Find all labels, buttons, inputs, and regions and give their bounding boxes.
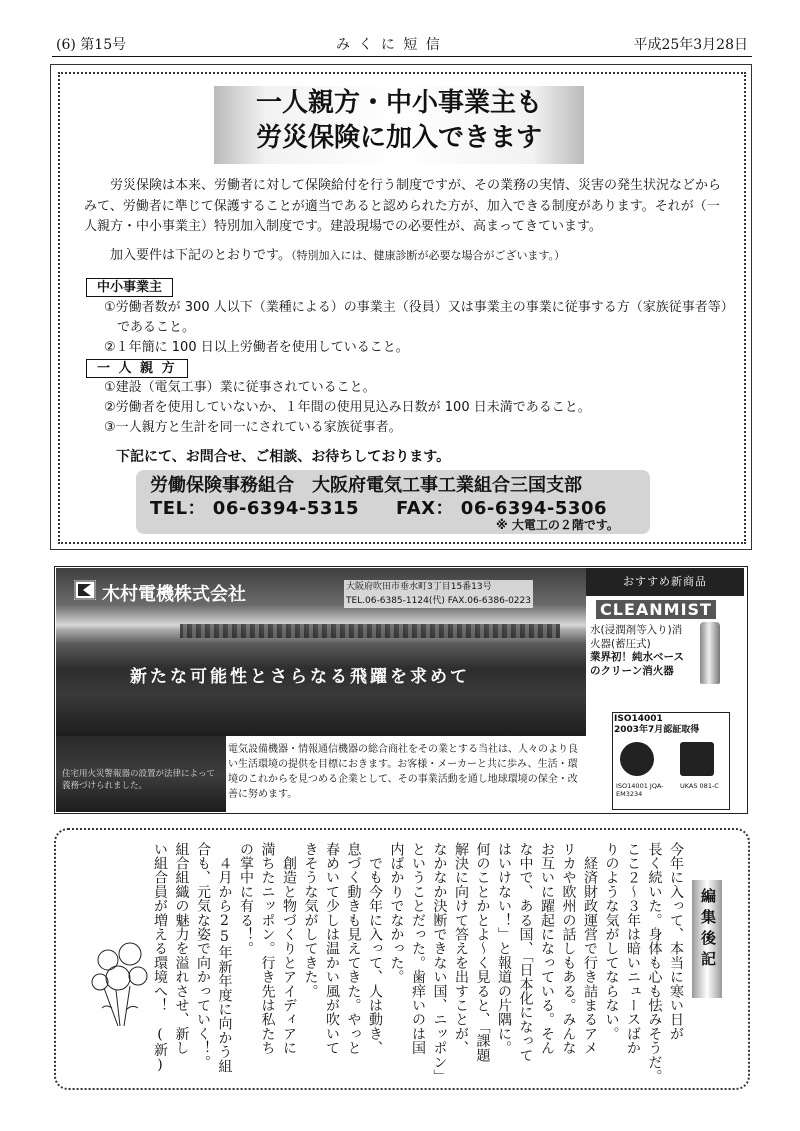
editorial-column: 組合組織の魅力を溢れさせ、新し [173,842,190,1055]
editorial-column: ４月から25年新年度に向かう組 [216,842,233,1074]
editorial-column: リカや欧州の話しもある。みんな [560,842,577,1055]
editorial-column: ということだった。歯痒いのは国 [410,842,426,1055]
oyakata-item-2: ②労働者を使用していないか、１年間の使用見込み日数が 100 日未満であること。 [104,400,591,415]
product-name: 水(浸潤剤等入り)消火器(蓄圧式) [590,624,683,650]
health-check-note: （特別加入には、健康診断が必要な場合がございます。） [290,249,566,262]
notice-title-panel [214,86,584,164]
company-name: 木村電機株式会社 [102,584,246,605]
issue-date: 平成25年3月28日 [633,37,748,53]
editorial-column: 解決に向けて答えを出すことが、 [453,842,469,1055]
editorial-column: でも今年に入って、人は動き、 [367,842,383,1055]
notice-title-line1: 一人親方・中小事業主も [255,88,542,118]
contact-lead: 下記にて、お問合せ、ご相談、お待ちしております。 [116,449,451,465]
recommended-product-label: おすすめ新商品 [586,568,744,596]
page-number: (6) 第15号 [56,37,127,53]
company-description: 電気設備機器・情報通信機器の総合商社をその業とする当社は、人々のより良い生活環境の提供を目標におきます。お客様・メーカーと共に歩み、生活・環境のこれからを見つめる企業として、その事業活動を通し地球環境の保全・改善に努めます。 [228,744,578,800]
company-address: 大阪府吹田市垂水町3丁目15番13号 [346,582,492,592]
product-text [590,624,690,678]
jqa-seal-icon [620,742,654,776]
editorial-column: 満ちたニッポン。行き先は私たち [259,842,276,1055]
sme-label: 中小事業主 [86,278,173,297]
editorial-column: りのような気がしてならない。 [603,842,620,1041]
contact-organization: 労働保険事務組合 大阪府電気工事工業組合三国支部 [150,475,582,496]
editorial-column: なかなか決断できない国、ニッポン」 [431,842,448,1084]
sme-item-2: ②１年簡に 100 日以上労働者を使用していること。 [104,340,409,355]
editorial-column: 内ばかりでなかった。 [388,842,405,984]
palm-trees-shape [180,624,560,638]
newsletter-name: み く に 短 信 [336,37,442,53]
editorial-column: 息づく動きも見えてきた。やっと [345,842,362,1055]
notice-title-line2: 労災保険に加入できます [255,123,542,153]
product-tagline: 業界初！純水ベースのクリーン消火器 [590,651,684,677]
oyakata-item-3: ③一人親方と生計を同一にされている家族従事者。 [104,420,402,435]
editorial-column: な中で、ある国、「日本化になって [517,842,534,1063]
requirements-intro: 加入要件は下記のとおりです。 [110,248,291,263]
editorial-column: 合も、元気な姿で向かっていく！。 [195,842,211,1070]
ad-photo-caption: 住宅用火災警報器の設置が法律によって義務づけられました。 [62,769,216,791]
editorial-column: ここ２〜３年は暗いニュースばか [625,842,641,1055]
editorial-column: 創造と物づくりとアイディアに [281,842,297,1055]
iso-date: 2003年7月認証取得 [614,725,700,735]
editorial-column: 春めいて少しは温かい風が吹いて [324,842,340,1055]
notice-paragraph-2 [84,246,724,267]
contact-location-note: ※ 大電工の２階です。 [496,518,619,532]
contact-phone-fax: TEL： 06-6394-5315 FAX： 06-6394-5306 [150,498,607,519]
product-brand: CLEANMIST [596,600,716,619]
editorial-column: の掌中に有る！。 [238,842,254,956]
iso-heading [614,714,699,736]
iso-right-mark: UKAS 081-C [680,782,719,790]
notice-paragraph-1: 労災保険は本来、労働者に対して保険給付を行う制度ですが、その業務の実情、災害の発生状況などからみて、労働者に準じて保護することが適当であると認められた方が、加入できる制度があります。それが（一人親方・中小事業主）特別加入制度です。建設現場での必要性が、高まってきています。 [84,178,722,234]
sme-item-1: ①労働者数が 300 人以下（業種による）の事業主（役員）又は事業主の事業に従事する方（家族従事者等）であること。 [104,300,734,335]
header-rule [52,56,752,57]
iso-left-mark: ISO14001 JQA-EM3234 [616,782,664,798]
company-phone: TEL.06-6385-1124(代) FAX.06-6386-0223 [346,596,531,606]
ukas-crown-icon [680,742,714,776]
ad-slogan: 新たな可能性とさらなる飛躍を求めて [130,667,470,687]
oyakata-label: 一 人 親 方 [86,359,188,378]
iso-title: ISO14001 [614,714,663,724]
editorial-column: 長く続いた。身体も心も怯みそうだ。 [646,842,663,1084]
editorial-title: 編集後記 [699,888,717,972]
company-contact [344,580,533,608]
editorial-column: 何のことかとよ〜く見ると、「課題 [474,842,491,1063]
company-logo-icon [74,580,96,600]
editorial-column: お互いに躍起になっている。そん [539,842,555,1055]
fire-extinguisher-icon [700,622,720,684]
editorial-column: 経済財政運営で行き詰まるアメ [582,842,598,1055]
editorial-column: 今年に入って、本当に寒い日が [668,842,684,1041]
editorial-column: い組合員が増える環境へ！ (新) [152,842,168,1074]
editorial-column: きそうな気がしてきた。 [302,842,319,999]
editorial-column: はいけない！」と報道の片隅に。 [496,842,512,1055]
flower-illustration-icon [86,938,156,1032]
oyakata-item-1: ①建設（電気工事）業に従事されていること。 [104,380,376,395]
